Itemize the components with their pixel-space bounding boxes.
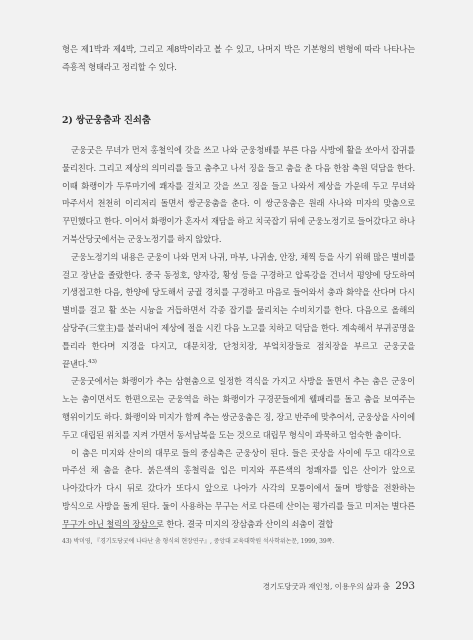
- body-paragraph-2-text: 군웅노정기의 내용은 군웅이 나와 먼저 나귀, 마부, 나귀솔, 안장, 채찍 등을 사기 위해 많은 별비를 걸고 장난을 졸랐한다. 중국 동정호, 양자강, 황성 등을 구경하고 압록강을 건너서 평양에 당도하여 기생접고한 다음, 한양에 당도해서 궁궐 경치를 구경하고 마음로 들어와서 충과 화약을 산다며 다시 별비를 걸고 활 쏘는 시늉을 거듭하면서 각종 잡기를 물리치는 수비치기를 한다. 다음으로 올해의 삼당주(三堂主)를 불러내어 제상에 절을 시킨 다음 노고를 치하고 덕담을 한다. 계속해서 부귀공명을 틀리라 한다며 지경을 다지고, 대문치장, 단청치장, 부엌치장들로 점치장을 부르고 군웅굿을 끝낸다.: [62, 251, 415, 369]
- body-paragraph-4: 이 춤은 미지와 산이의 대무로 들의 중심축은 군웅상이 된다. 들은 곳상을 사이에 두고 대각으로 마주선 채 춤을 춘다. 붉은색의 홍철릭을 입은 미지와 푸른색의 청쾌자를 입은 산이가 앞으로 나아갔다가 다시 뒤로 갔다가 또다시 앞으로 나아가 사각의 모퉁이에서 둘며 방향을 전환하는 방식으로 사방을 돌게 된다. 둘이 사용하는 무구는 서로 다른데 산이는 평가리를 들고 미저는 별다른 무구가 아닌 철릭의 장삼으로 한다. 결국 미지의 장삼춤과 산이의 쇠춤이 결합: [62, 447, 415, 529]
- intro-paragraph: 형은 제1박과 제4박, 그리고 제8박이라고 볼 수 있고, 나머지 박은 기본형의 변형에 따라 나타나는 즉흥적 형태라고 정리할 수 있다.: [62, 44, 415, 72]
- intro-block: [62, 41, 415, 77]
- running-title: 경기도당굿과 재인청, 이용우의 삶과 춤: [262, 582, 390, 591]
- section-heading: 2) 쌍군웅춤과 진쇠춤: [62, 115, 151, 126]
- body-paragraph-1: 군웅굿은 무녀가 먼저 홍철익에 갓을 쓰고 나와 군웅청배를 부른 다음 사방에 활을 쏘아서 잡귀를 물리친다. 그리고 제상의 의미리를 들고 춤추고 나서 징을 들고 춤을 춘 다음 한참 축원 덕담을 한다. 이때 화랭이가 두루마기에 쾌자를 걸치고 갓을 쓰고 징을 들고 나와서 제상을 가운데 두고 무녀와 마주서서 천천히 이리저리 돌면서 쌍군웅춤을 춘다. 이 쌍군웅춤은 원래 사나와 미자의 맞춤으로 꾸민했다고 한다. 이어서 화랭이가 혼자서 재담을 하고 치국잡기 뒤에 군웅노정기로 들어갔다고 하나 거북산당굿에서는 군웅노정기를 하지 않았다.: [62, 145, 415, 244]
- footnote: 43) 박미영, 『경기도당굿에 나타난 춤 형식의 현장연구』, 중앙대 교육대학원 석사학위논문, 1999, 39쪽.: [62, 538, 335, 545]
- body-paragraph-3: 군웅굿에서는 화랭이가 추는 삼현춤으로 일정한 격식을 가지고 사방을 돌면서 추는 춤은 군웅이 노는 춤이면서도 한편으로는 군웅역을 하는 화랭이가 구경꾼들에게 웰패리를 돌고 춤을 보여주는 행위이기도 하다. 화랭이와 미지가 함께 추는 쌍군웅춤은 징, 장고 반주에 맞추어서, 군웅상을 사이에 두고 대립된 위치를 지켜 가면서 동서남북을 도는 것으로 대립무 형식이 과묵하고 엄숙한 춤이다.: [62, 376, 415, 440]
- body-paragraph-2: [62, 249, 415, 374]
- footnote-divider: [62, 528, 158, 529]
- page-number: 293: [395, 580, 415, 592]
- footnote-marker[interactable]: 43): [88, 358, 97, 365]
- body-block: [62, 142, 415, 534]
- running-footer: [263, 580, 415, 592]
